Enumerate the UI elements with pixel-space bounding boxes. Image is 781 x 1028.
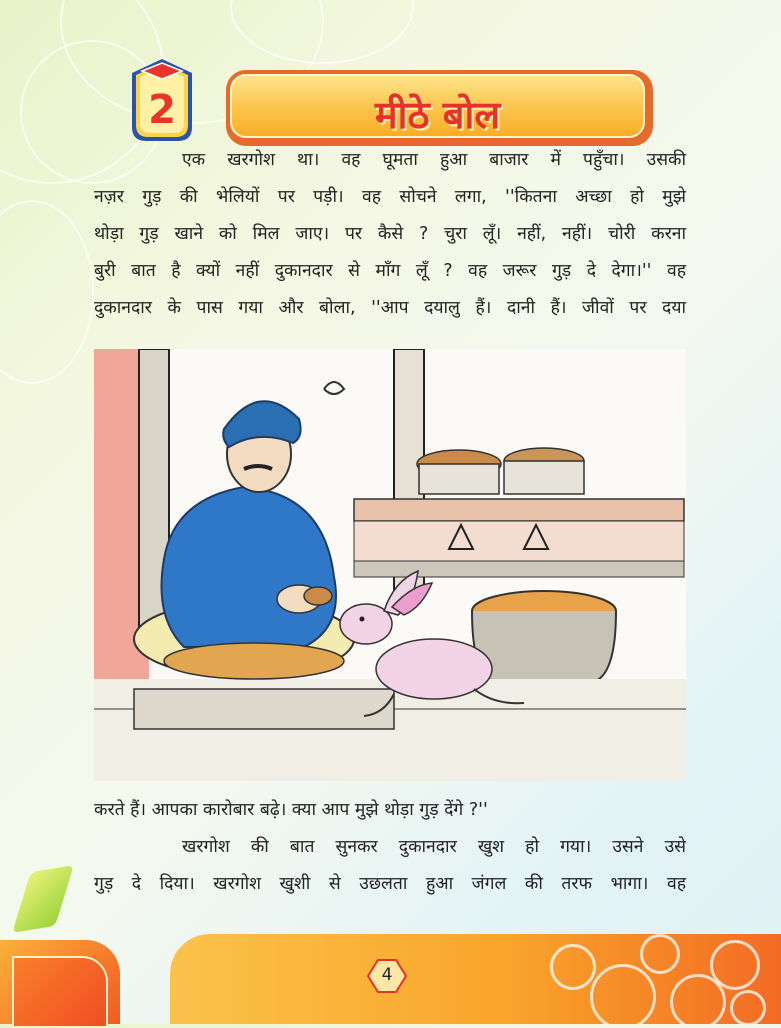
- text-line: खरगोश की बात सुनकर दुकानदार खुश हो गया। उसने उसे: [182, 837, 686, 857]
- decorative-orange-inner-shape: [12, 956, 108, 1028]
- story-paragraph-top: [94, 142, 686, 327]
- chapter-number-badge: [128, 57, 196, 145]
- footer-band: [170, 934, 781, 1024]
- shopkeeper-rabbit-illustration: [94, 349, 686, 781]
- text-line: दुकानदार के पास गया और बोला, ''आप दयालु हैं। दानी हैं। जीवों पर दया: [94, 298, 686, 318]
- decorative-green-shape: [12, 865, 74, 933]
- text-line: करते हैं। आपका कारोबार बढ़े। क्या आप मुझे थोड़ा गुड़ देंगे ?'': [94, 800, 488, 820]
- chapter-title: मीठे बोल: [374, 93, 501, 137]
- chapter-title-banner: [226, 70, 653, 146]
- story-illustration: [94, 349, 686, 781]
- text-line: थोड़ा गुड़ खाने को मिल जाए। पर कैसे ? चुरा लूँ। नहीं, नहीं। चोरी करना: [94, 224, 686, 244]
- text-line: बुरी बात है क्यों नहीं दुकानदार से माँग लूँ ? वह जरूर गुड़ दे देगा।'' वह: [94, 261, 686, 281]
- text-line: नज़र गुड़ की भेलियों पर पड़ी। वह सोचने लगा, ''कितना अच्छा हो मुझे: [94, 187, 686, 207]
- story-paragraph-bottom: [94, 792, 686, 903]
- page-number-badge: [364, 956, 410, 996]
- text-line: गुड़ दे दिया। खरगोश खुशी से उछलता हुआ जंगल की तरफ भागा। वह: [94, 874, 686, 894]
- page-number: 4: [381, 965, 393, 985]
- chapter-number: 2: [148, 87, 176, 133]
- text-line: एक खरगोश था। वह घूमता हुआ बाजार में पहुँचा। उसकी: [182, 150, 686, 170]
